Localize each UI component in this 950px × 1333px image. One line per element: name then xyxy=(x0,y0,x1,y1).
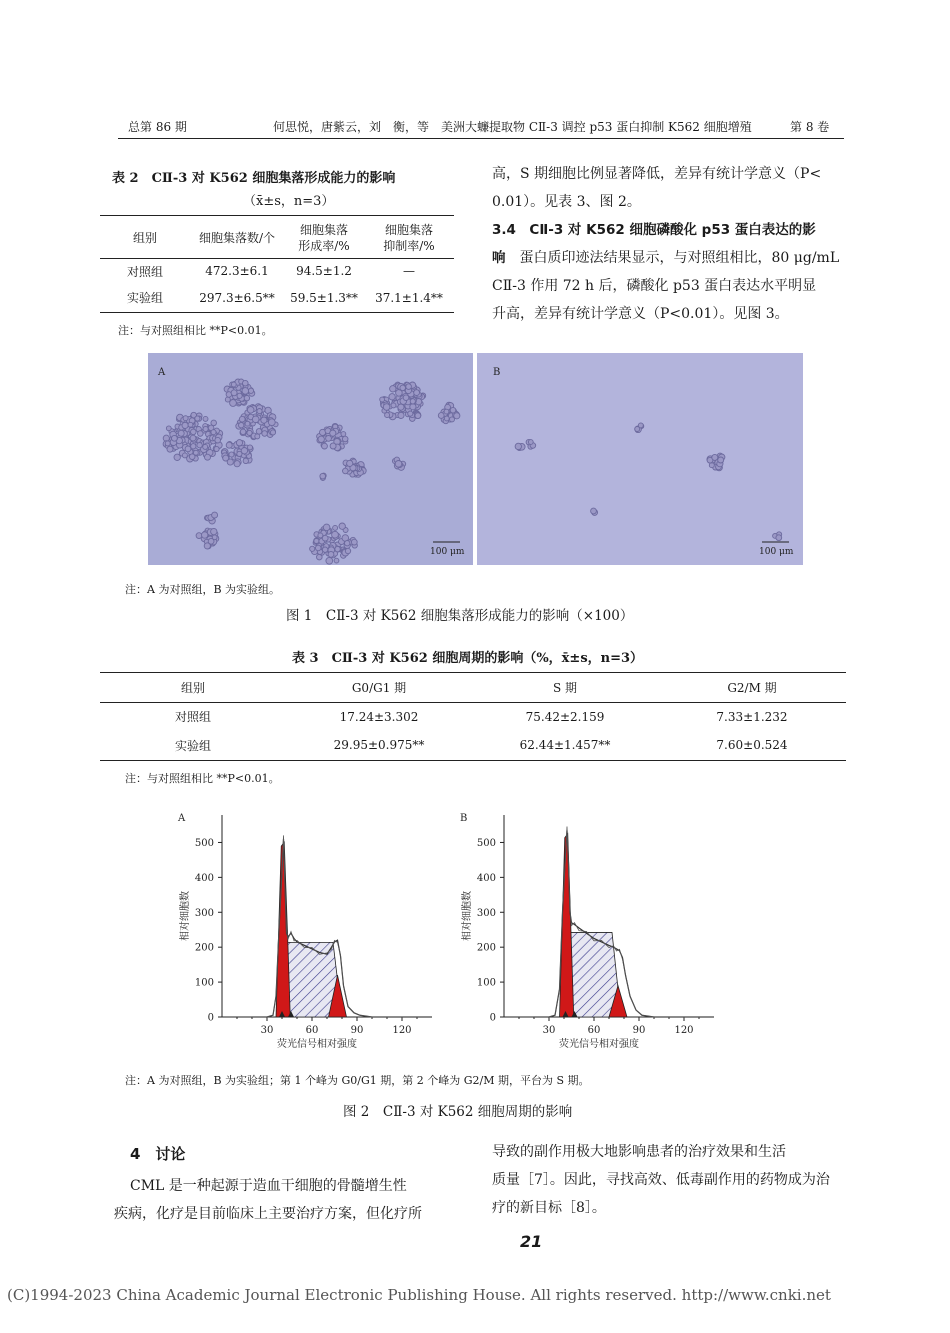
x-tick-label: 90 xyxy=(350,1025,364,1036)
cell xyxy=(203,416,208,421)
cell xyxy=(189,454,195,460)
cell xyxy=(203,444,208,449)
cell xyxy=(335,546,340,551)
cell xyxy=(237,451,242,456)
t3-cell: 对照组 xyxy=(174,710,211,725)
cell xyxy=(322,535,328,541)
x-tick-label: 30 xyxy=(542,1025,556,1036)
scale-label-b: 100 μm xyxy=(759,547,794,557)
cell xyxy=(391,403,396,408)
cell xyxy=(243,380,249,386)
t2-cell: 对照组 xyxy=(126,264,163,279)
figure1-caption: 图 1 CⅡ-3 对 K562 细胞集落形成能力的影响（×100） xyxy=(286,608,634,624)
cell xyxy=(591,508,597,514)
text-line: 疗的新目标［8］。 xyxy=(492,1200,606,1216)
cell xyxy=(383,404,390,411)
cell xyxy=(333,525,338,530)
cell xyxy=(172,435,178,441)
cell xyxy=(182,422,188,428)
cell xyxy=(242,388,249,395)
text-line: 疾病，化疗是目前临床上主要治疗方案，但化疗所 xyxy=(114,1206,422,1222)
y-axis-label: 相对细胞数 xyxy=(180,891,191,941)
cell xyxy=(334,558,339,563)
header-rule xyxy=(118,138,844,139)
body-text-right xyxy=(492,160,852,328)
cell xyxy=(343,468,349,474)
table-row xyxy=(100,284,454,312)
t3-cell: 实验组 xyxy=(174,738,211,753)
y-tick-label: 100 xyxy=(476,977,496,989)
table2 xyxy=(100,218,454,313)
cell xyxy=(227,459,233,465)
cell xyxy=(248,445,253,450)
cell xyxy=(410,404,416,410)
cell xyxy=(342,436,348,442)
cell xyxy=(403,395,409,401)
t2-cell: 94.5±1.2 xyxy=(296,264,352,279)
cell xyxy=(322,443,328,449)
cell xyxy=(322,547,327,552)
t3-cell: 7.60±0.524 xyxy=(716,738,788,753)
text-line: 质量［7］。因此，寻找高效、低毒副作用的药物成为治 xyxy=(492,1172,830,1188)
cell xyxy=(718,457,724,463)
cell xyxy=(211,430,216,435)
t2-cell: 297.3±6.5** xyxy=(199,290,275,305)
t3-head-1: G0/G1 期 xyxy=(351,681,407,696)
cell xyxy=(165,441,170,446)
cell xyxy=(351,539,357,545)
panel-label: A xyxy=(178,813,186,824)
volume: 第 8 卷 xyxy=(790,120,830,134)
section-heading-3-4: 3.4 CⅡ-3 对 K562 细胞磷酸化 p53 蛋白表达的影 xyxy=(492,222,816,238)
t2-head-1: 细胞集落数/个 xyxy=(198,231,276,246)
text-line: 导致的副作用极大地影响患者的治疗效果和生活 xyxy=(492,1144,786,1160)
cell xyxy=(330,430,336,436)
table3-note: 注：与对照组相比 **P<0.01。 xyxy=(125,772,280,785)
cell xyxy=(215,437,221,443)
t2-head-3: 细胞集落 抑制率/% xyxy=(383,222,435,253)
cell xyxy=(190,435,196,441)
cell xyxy=(326,436,332,442)
section-heading-cont: 响 xyxy=(492,250,506,266)
x-tick-label: 120 xyxy=(392,1025,412,1036)
cell xyxy=(239,423,244,428)
y-tick-label: 300 xyxy=(194,907,214,919)
cell xyxy=(347,460,353,466)
y-tick-label: 0 xyxy=(207,1012,214,1024)
text-line: 高，S 期细胞比例显著降低，差异有统计学意义（P< xyxy=(492,166,822,182)
x-tick-label: 60 xyxy=(587,1025,601,1036)
cell xyxy=(203,426,208,431)
t3-cell: 62.44±1.457** xyxy=(519,738,611,753)
cell xyxy=(214,446,219,451)
table-row xyxy=(100,702,846,731)
cell xyxy=(188,422,193,427)
cell xyxy=(247,430,252,435)
cell xyxy=(385,413,390,418)
cell xyxy=(408,411,413,416)
cell xyxy=(195,416,200,421)
copyright-footer: (C)1994-2023 China Academic Journal Electronic Publishing House. All rights reserved. http://www.cnki.net xyxy=(7,1286,831,1304)
y-tick-label: 500 xyxy=(194,837,214,849)
t2-cell: 37.1±1.4** xyxy=(375,290,443,305)
cell xyxy=(237,393,242,398)
cell xyxy=(231,382,236,387)
cell xyxy=(198,431,204,437)
table2-subtitle: （x̄±s，n=3） xyxy=(243,194,335,209)
figure2-charts xyxy=(170,795,770,1057)
cell xyxy=(398,404,404,410)
cell xyxy=(226,442,232,448)
cell xyxy=(712,454,718,460)
cell xyxy=(252,416,259,423)
cell xyxy=(410,399,415,404)
cell xyxy=(326,557,333,564)
table2-note: 注：与对照组相比 **P<0.01。 xyxy=(118,324,273,337)
cell xyxy=(400,385,406,391)
cell xyxy=(339,523,345,529)
cell xyxy=(236,440,242,446)
t2-cell: 59.5±1.3** xyxy=(290,290,358,305)
chart-panel-a xyxy=(177,813,432,1050)
cell xyxy=(178,430,184,436)
cell xyxy=(345,548,350,553)
cell xyxy=(776,535,782,541)
cell xyxy=(166,426,171,431)
t3-cell: 29.95±0.975** xyxy=(333,738,425,753)
cell xyxy=(528,440,533,445)
cell xyxy=(211,528,217,534)
cell xyxy=(255,434,260,439)
t2-cell: 472.3±6.1 xyxy=(205,264,269,279)
figure1-photo-b xyxy=(477,353,803,565)
figure2-note: 注：A 为对照组，B 为实验组；第 1 个峰为 G0/G1 期，第 2 个峰为 G2/M 期，平台为 S 期。 xyxy=(125,1074,590,1087)
cell xyxy=(231,390,237,396)
x-axis-label: 荧光信号相对强度 xyxy=(559,1039,639,1050)
cell xyxy=(390,386,396,392)
x-axis-label: 荧光信号相对强度 xyxy=(277,1039,357,1050)
cell xyxy=(202,532,208,538)
figure2-caption: 图 2 CⅡ-3 对 K562 细胞周期的影响 xyxy=(343,1104,573,1120)
y-tick-label: 0 xyxy=(489,1012,496,1024)
g0g1-peak xyxy=(276,842,290,1017)
cell xyxy=(262,431,268,437)
cell xyxy=(323,524,330,531)
cell xyxy=(450,417,455,422)
y-axis-label: 相对细胞数 xyxy=(462,891,473,941)
table3-title: 表 3 CⅡ-3 对 K562 细胞周期的影响（%，x̄±s，n=3） xyxy=(292,651,644,666)
y-tick-label: 100 xyxy=(194,977,214,989)
panel-label: B xyxy=(460,813,468,824)
y-tick-label: 200 xyxy=(194,942,214,954)
cell xyxy=(230,400,237,407)
text-line: 升高，差异有统计学意义（P<0.01）。见图 3。 xyxy=(492,306,789,322)
t2-cell: — xyxy=(403,264,415,279)
cell xyxy=(243,458,248,463)
x-tick-label: 120 xyxy=(674,1025,694,1036)
figure1-label-b: B xyxy=(493,367,501,378)
section-heading-4: 4 讨论 xyxy=(130,1145,186,1163)
table3 xyxy=(100,674,846,761)
figure1-note: 注：A 为对照组，B 为实验组。 xyxy=(125,583,281,596)
chart-panel-b xyxy=(460,813,714,1050)
figure1-photo-a xyxy=(148,353,473,565)
t3-head-0: 组别 xyxy=(180,681,205,696)
page-number: 21 xyxy=(520,1232,543,1251)
cell xyxy=(515,443,521,449)
text-line: CML 是一种起源于造血干细胞的骨髓增生性 xyxy=(130,1178,407,1194)
cell xyxy=(318,436,324,442)
x-tick-label: 30 xyxy=(260,1025,274,1036)
cell xyxy=(245,421,250,426)
y-tick-label: 200 xyxy=(476,942,496,954)
x-tick-label: 60 xyxy=(305,1025,319,1036)
cell xyxy=(244,395,249,400)
cell xyxy=(185,446,191,452)
cell xyxy=(211,420,217,426)
cell xyxy=(212,512,218,518)
cell xyxy=(314,539,319,544)
figure1-label-a: A xyxy=(158,367,166,378)
cell xyxy=(320,473,326,479)
cell xyxy=(191,444,196,449)
cell xyxy=(380,397,385,402)
text-line: 0.01）。见表 3、图 2。 xyxy=(492,194,641,210)
cell xyxy=(454,413,460,419)
cell xyxy=(257,409,262,414)
cell xyxy=(182,453,187,458)
cell xyxy=(330,443,336,449)
y-tick-label: 300 xyxy=(476,907,496,919)
cell xyxy=(183,416,188,421)
t3-cell: 7.33±1.232 xyxy=(716,709,788,724)
cell xyxy=(389,394,395,400)
t2-cell: 实验组 xyxy=(126,291,163,306)
cell xyxy=(315,545,321,551)
y-tick-label: 500 xyxy=(476,837,496,849)
journal-issue: 总第 86 期 xyxy=(128,120,187,134)
body-text-left xyxy=(114,1172,422,1228)
cell xyxy=(191,429,197,435)
cell xyxy=(234,461,240,467)
cell xyxy=(268,419,275,426)
table-row xyxy=(100,258,454,284)
text-line: 蛋白质印迹法结果显示，与对照组相比，80 μg/mL xyxy=(505,250,840,266)
x-tick-label: 90 xyxy=(632,1025,646,1036)
cell xyxy=(345,541,350,546)
cell xyxy=(229,452,234,457)
cell xyxy=(248,388,253,393)
running-title: 何思悦，唐紫云，刘 衡，等 美洲大蠊提取物 CⅡ-3 调控 p53 蛋白抑制 K562 细胞增殖 xyxy=(273,120,752,134)
cell xyxy=(247,407,254,414)
table3-top-rule xyxy=(100,672,846,673)
cell xyxy=(270,430,275,435)
table2-title: 表 2 CⅡ-3 对 K562 细胞集落形成能力的影响 xyxy=(112,171,396,186)
y-tick-label: 400 xyxy=(476,872,496,884)
y-tick-label: 400 xyxy=(194,872,214,884)
cell xyxy=(415,413,421,419)
t3-cell: 17.24±3.302 xyxy=(339,709,419,724)
scale-label-a: 100 μm xyxy=(430,547,465,557)
cell xyxy=(167,446,173,452)
cell xyxy=(239,416,245,422)
cell xyxy=(310,546,315,551)
cell xyxy=(398,412,404,418)
t3-head-3: G2/M 期 xyxy=(727,681,777,696)
cell xyxy=(341,432,346,437)
table2-top-rule xyxy=(100,215,454,216)
cell xyxy=(438,413,444,419)
cell xyxy=(261,417,267,423)
table-row xyxy=(100,731,846,760)
cell xyxy=(332,531,339,538)
cell xyxy=(414,390,420,396)
cell xyxy=(444,416,449,421)
t3-head-2: S 期 xyxy=(552,681,578,696)
cell xyxy=(395,461,402,468)
cell xyxy=(204,543,210,549)
body-text-right-2 xyxy=(492,1138,830,1222)
cell xyxy=(406,384,412,390)
t3-cell: 75.42±2.159 xyxy=(525,709,605,724)
cell xyxy=(328,552,334,558)
cell xyxy=(240,429,246,435)
cell xyxy=(174,454,180,460)
t2-head-2: 细胞集落 形成率/% xyxy=(298,222,350,253)
cell xyxy=(197,443,202,448)
cell xyxy=(450,407,456,413)
text-line: CⅡ-3 作用 72 h 后，磷酸化 p53 蛋白表达水平明显 xyxy=(492,278,817,294)
cell xyxy=(256,429,262,435)
t2-head-0: 组别 xyxy=(132,231,157,246)
cell xyxy=(205,454,211,460)
cell xyxy=(635,427,640,432)
